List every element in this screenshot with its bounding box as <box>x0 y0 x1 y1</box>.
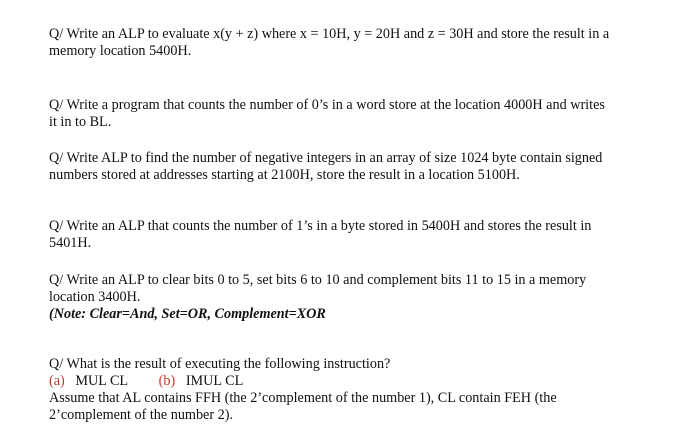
question-6-options <box>49 373 669 390</box>
question-4-line-2: 5401H. <box>49 235 92 251</box>
question-1 <box>49 26 669 60</box>
question-1-line-1: Q/ Write an ALP to evaluate x(y + z) where x = 10H, y = 20H and z = 30H and store the result in a <box>49 26 610 42</box>
option-a-text: MUL CL <box>75 373 128 389</box>
question-3 <box>49 150 669 184</box>
question-4-line-1: Q/ Write an ALP that counts the number of 1’s in a byte stored in 5400H and stores the result in <box>49 218 592 234</box>
question-3-line-1: Q/ Write ALP to find the number of negative integers in an array of size 1024 byte contain signed <box>49 150 603 166</box>
question-2-line-1: Q/ Write a program that counts the number of 0’s in a word store at the location 4000H and writes <box>49 97 605 113</box>
question-6-after-line-1: Assume that AL contains FFH (the 2’complement of the number 1), CL contain FEH (the <box>49 390 557 406</box>
option-a-label: (a) <box>49 373 65 389</box>
question-5-note: (Note: Clear=And, Set=OR, Complement=XOR <box>49 306 326 322</box>
question-3-line-2: numbers stored at addresses starting at 2100H, store the result in a location 5100H. <box>49 167 520 183</box>
question-6 <box>49 356 669 424</box>
question-4 <box>49 218 669 252</box>
question-2-line-2: it in to BL. <box>49 114 112 130</box>
question-5-line-1: Q/ Write an ALP to clear bits 0 to 5, set bits 6 to 10 and complement bits 11 to 15 in a memory <box>49 272 587 288</box>
question-6-after-line-2: 2’complement of the number 2). <box>49 407 233 423</box>
question-5 <box>49 272 669 323</box>
question-6-line-1: Q/ What is the result of executing the following instruction? <box>49 356 391 372</box>
question-1-line-2: memory location 5400H. <box>49 43 192 59</box>
option-b-label: (b) <box>158 373 176 389</box>
question-2 <box>49 97 669 131</box>
question-5-line-2: location 3400H. <box>49 289 141 305</box>
option-b-text: IMUL CL <box>185 373 244 389</box>
